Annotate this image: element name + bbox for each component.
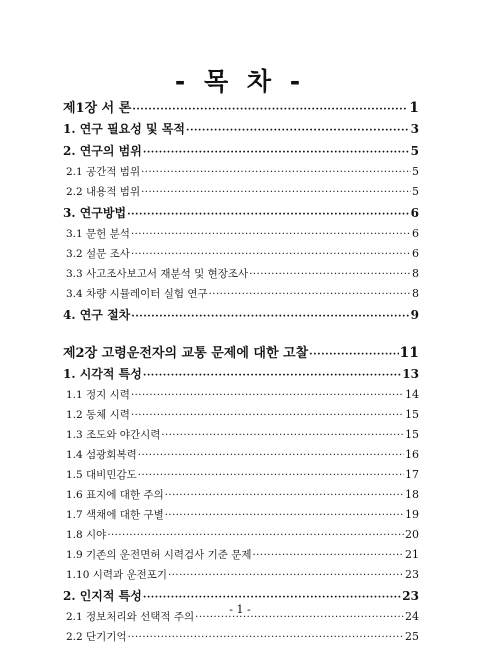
toc-entry-title: 2. 인지적 특성 (63, 589, 142, 603)
toc-entry-page: 11 (399, 345, 419, 361)
toc-entry-page: 3 (410, 122, 419, 136)
toc-entry-page: 6 (412, 227, 419, 240)
toc-entry-page: 15 (405, 408, 419, 421)
dot-leader (209, 289, 411, 300)
toc-subsection (63, 266, 419, 286)
toc-subsection (63, 246, 419, 266)
toc-entry-title: 3.3 사고조사보고서 재분석 및 현장조사 (66, 268, 249, 280)
dot-leader (141, 187, 411, 198)
toc-entry-title: 4. 연구 절차 (63, 308, 131, 322)
toc-entry-title: 1.2 동체 시력 (66, 409, 130, 421)
toc-entry-page: 13 (402, 367, 419, 381)
toc-entry-page: 16 (405, 448, 419, 461)
toc-entry-title: 1. 연구 필요성 및 목적 (63, 122, 185, 136)
toc-entry-page: 5 (412, 185, 419, 198)
toc-entry-page: 25 (405, 630, 419, 643)
dot-leader (165, 510, 404, 521)
toc-subsection (63, 527, 419, 547)
toc-subsection (63, 507, 419, 527)
toc-entry-page: 14 (405, 388, 419, 401)
toc-subsection (63, 427, 419, 447)
toc-subsection (63, 226, 419, 246)
dot-leader (131, 311, 409, 322)
toc-entry-page: 5 (412, 165, 419, 178)
toc-entry-page: 18 (405, 488, 419, 501)
toc-entry-page: 24 (405, 610, 419, 623)
toc-subsection (63, 447, 419, 467)
toc-entry-title: 1.10 시력과 운전포기 (66, 569, 168, 581)
toc-entry-page: 6 (410, 206, 419, 220)
toc-entry-title: 제2장 고령운전자의 교통 문제에 대한 고찰 (63, 346, 309, 361)
toc-chapter (63, 342, 419, 365)
toc-entry-title: 2.1 정보처리와 선택적 주의 (66, 611, 195, 623)
toc-entry-title: 3.4 차량 시뮬레이터 실험 연구 (66, 288, 208, 300)
toc-entry-page: 9 (410, 308, 419, 322)
toc-subsection (63, 567, 419, 587)
toc-entry-title: 1.7 색채에 대한 구별 (66, 509, 164, 521)
toc-entry-page: 8 (412, 287, 419, 300)
dot-leader (138, 470, 404, 481)
toc-entry-page: 23 (405, 568, 419, 581)
page-number-footer: - 1 - (229, 603, 251, 616)
dot-leader (141, 167, 411, 178)
toc-subsection (63, 407, 419, 427)
toc-entry-page: 21 (405, 548, 419, 561)
toc-section (63, 120, 419, 142)
toc-entry-title: 1.9 기존의 운전면허 시력검사 기준 문제 (66, 549, 252, 561)
dot-leader (309, 349, 398, 360)
dot-leader (127, 209, 410, 220)
toc-entry-title: 2.2 내용적 범위 (66, 186, 141, 198)
page-title: - 목 차 - (174, 67, 306, 96)
toc-entry-title: 2.2 단기기억 (66, 631, 127, 643)
dot-leader (138, 450, 404, 461)
dot-leader (131, 229, 411, 240)
toc-entry-title: 1.4 섬광회복력 (66, 449, 137, 461)
toc-entry-title: 1.1 정지 시력 (66, 389, 130, 401)
toc-entry-page: 8 (412, 267, 419, 280)
dot-leader (161, 430, 404, 441)
dot-leader (165, 490, 404, 501)
toc-chapter (63, 97, 419, 120)
toc-subsection (63, 487, 419, 507)
toc-entry-title: 1. 시각적 특성 (63, 367, 142, 381)
dot-leader (253, 550, 404, 561)
dot-leader (143, 370, 401, 381)
toc-entry-title: 1.3 조도와 야간시력 (66, 429, 161, 441)
dot-leader (143, 147, 410, 158)
toc-section (63, 204, 419, 226)
dot-leader (186, 125, 410, 136)
toc-subsection (63, 467, 419, 487)
toc-subsection (63, 184, 419, 204)
dot-leader (107, 530, 404, 541)
toc-subsection (63, 629, 419, 649)
toc-entry-title: 3.2 설문 조사 (66, 248, 130, 260)
dot-leader (128, 632, 404, 643)
toc-entry-title: 3. 연구방법 (63, 206, 127, 220)
toc-section (63, 142, 419, 164)
toc-entry-title: 2.1 공간적 범위 (66, 166, 141, 178)
dot-leader (131, 249, 411, 260)
toc-entry-title: 1.8 시야 (66, 529, 107, 541)
dot-leader (131, 390, 404, 401)
dot-leader (132, 104, 408, 115)
toc-entry-page: 6 (412, 247, 419, 260)
toc-entry-page: 23 (402, 589, 419, 603)
dot-leader (249, 269, 411, 280)
dot-leader (131, 410, 404, 421)
toc-entry-page: 5 (410, 144, 419, 158)
toc-entry-title: 1.6 표지에 대한 주의 (66, 489, 164, 501)
dot-leader (143, 592, 401, 603)
toc-subsection (63, 387, 419, 407)
toc-section (63, 365, 419, 387)
toc-section (63, 306, 419, 328)
toc-entry-page: 17 (405, 468, 419, 481)
table-of-contents (63, 97, 419, 649)
toc-entry-page: 1 (409, 100, 419, 116)
toc-entry-title: 2. 연구의 범위 (63, 144, 142, 158)
toc-entry-title: 1.5 대비민감도 (66, 469, 137, 481)
toc-entry-title: 제1장 서 론 (63, 101, 132, 116)
toc-entry-page: 20 (405, 528, 419, 541)
toc-entry-page: 15 (405, 428, 419, 441)
toc-subsection (63, 547, 419, 567)
dot-leader (168, 570, 404, 581)
toc-subsection (63, 164, 419, 184)
toc-entry-title: 3.1 문헌 분석 (66, 228, 130, 240)
toc-subsection (63, 286, 419, 306)
toc-entry-page: 19 (405, 508, 419, 521)
